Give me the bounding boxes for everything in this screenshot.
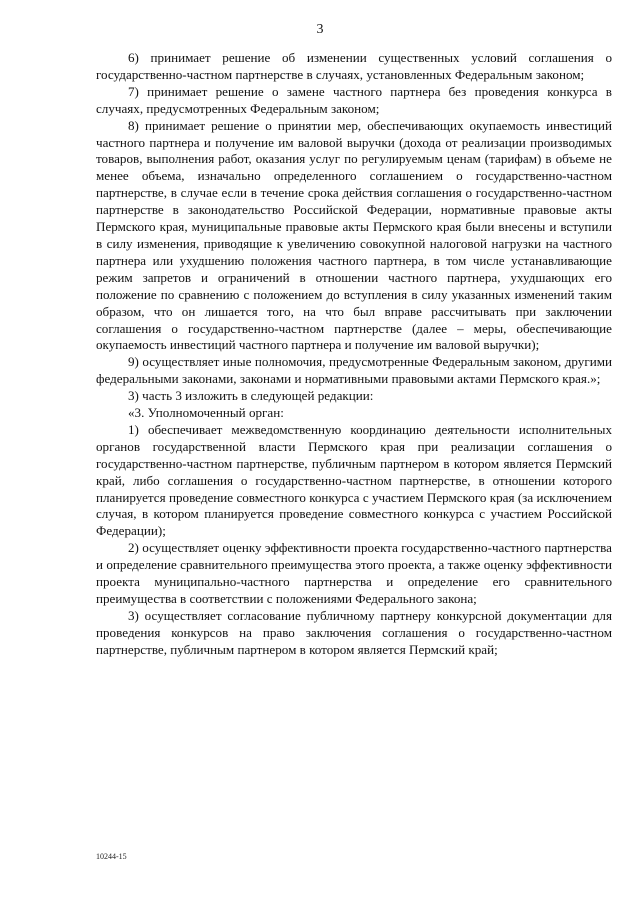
paragraph-item-8: 8) принимает решение о принятии мер, обеспечивающих окупаемость инвестиций частного партнера и получение им валовой выручки (дохода от реализации производимых товаров, выполнения работ, оказания услуг по регулируемым ценам (тарифам) в объеме не менее объема, изначально определенного соглашением о государственно-частном партнерстве, в случае если в течение срока действия соглашения о государственно-частном партнерстве в законодательство Российской Федерации, нормативные правовые акты Пермского края, муниципальные правовые акты Пермского края были внесены и вступили в силу изменения, приводящие к увеличению совокупной налоговой нагрузки на частного партнера или ухудшению положения частного партнера, в том числе устанавливающие режим запретов и ограничений в отношении частного партнера, ухудшающих его положение по сравнению с положением до вступления в силу указанных изменений таким образом, что он лишается того, на что был вправе рассчитывать при заключении соглашения о государственно-частном партнерстве (далее – меры, обеспечивающие окупаемость инвестиций частного партнера и получение им валовой выручки); bbox=[96, 117, 612, 353]
paragraph-part-3-amendment: 3) часть 3 изложить в следующей редакции: bbox=[128, 388, 374, 404]
paragraph-item-6: 6) принимает решение об изменении существенных условий соглашения о государственно-частном партнерстве в случаях, установленных Федеральным законом; bbox=[96, 50, 612, 82]
paragraph-item-7: 7) принимает решение о замене частного партнера без проведения конкурса в случаях, предусмотренных Федеральным законом; bbox=[96, 83, 612, 116]
paragraph-authorized-body: «3. Уполномоченный орган: bbox=[128, 405, 284, 421]
paragraph-subitem-3: 3) осуществляет согласование публичному партнеру конкурсной документации для проведения конкурсов на право заключения соглашения о государственно-частном партнерстве, публичным партнером в котором является Пермский край; bbox=[96, 607, 612, 657]
document-body bbox=[96, 50, 612, 659]
paragraph-subitem-1: 1) обеспечивает межведомственную координацию деятельности исполнительных органов государственной власти Пермского края при реализации соглашения о государственно-частном партнерстве, публичным партнером в котором является Пермский край, либо соглашения о государственно-частном партнерстве, в отношении которого планируется проведение совместного конкурса с участием Пермского края (за исключением случая, в котором планируется проведение совместного конкурса с участием Российской Федерации); bbox=[96, 421, 612, 539]
page-number: 3 bbox=[316, 22, 324, 37]
paragraph-subitem-2: 2) осуществляет оценку эффективности проекта государственно-частного партнерства и определение сравнительного преимущества этого проекта, а также оценку эффективности проекта муниципально-частного партнерства и определение его сравнительного преимущества в соответствии с положениями Федерального закона; bbox=[96, 540, 612, 606]
document-code: 10244-15 bbox=[96, 852, 127, 861]
paragraph-item-9: 9) осуществляет иные полномочия, предусмотренные Федеральным законом, другими федеральными законами, законами и нормативными правовыми актами Пермского края.»; bbox=[96, 354, 612, 387]
